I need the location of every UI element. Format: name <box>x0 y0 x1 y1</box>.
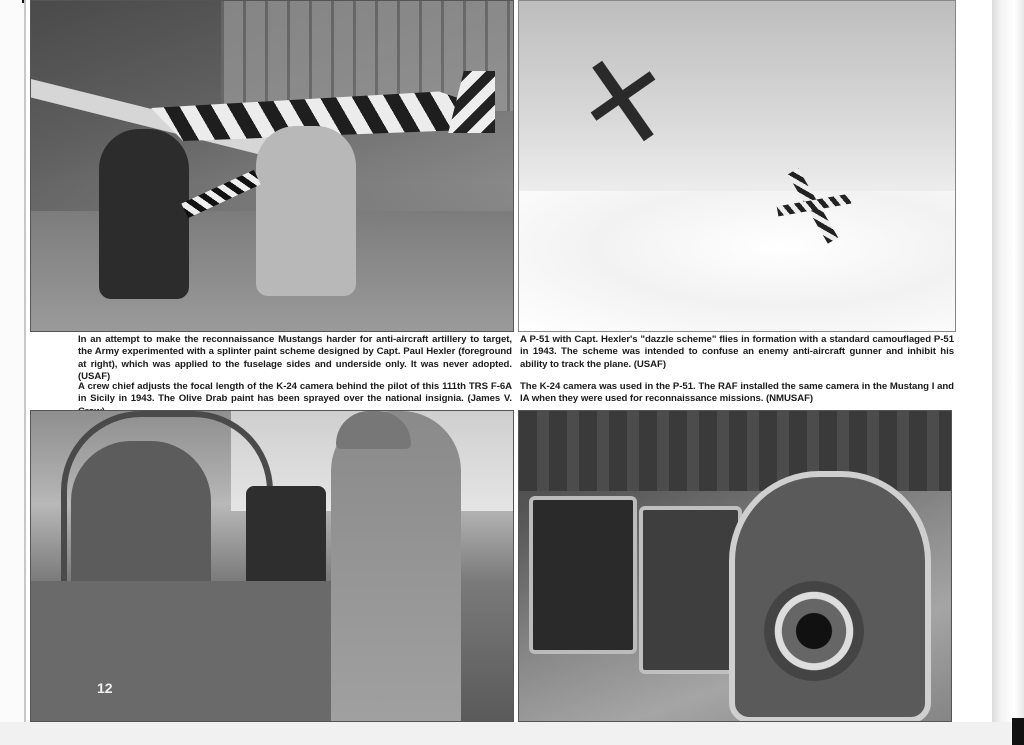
officer-right <box>256 126 356 296</box>
photo-crew-chief-camera <box>30 410 514 722</box>
caption-dazzle-formation: A P-51 with Capt. Hexler's "dazzle scheme" flies in formation with a standard camouflaged P-51 in 1943. The scheme was intended to confuse an enemy anti-aircraft gunner and inhibit his ability to track the plane. (USAF) <box>520 334 954 370</box>
pilot-figure <box>71 441 211 601</box>
scan-artifact-corner <box>1012 718 1024 745</box>
crew-chief-figure <box>331 411 461 721</box>
instrument-panel <box>529 496 637 654</box>
fuselage-side <box>31 581 331 721</box>
hangar-wall <box>519 411 951 491</box>
caption-k24-camera: The K-24 camera was used in the P-51. The RAF installed the same camera in the Mustang I and IA when they were used for reconnaissance missions. (NMUSAF) <box>520 381 954 405</box>
aircraft-dazzle-p51 <box>777 166 851 246</box>
cockpit-interior <box>639 506 742 674</box>
scan-left-margin <box>0 0 24 745</box>
page-number: 12 <box>97 680 113 696</box>
photo-k24-camera-install <box>518 410 952 722</box>
aircraft-standard-p51 <box>587 56 659 146</box>
officer-left <box>99 129 189 299</box>
photo-dazzle-formation <box>518 0 956 332</box>
k24-camera <box>246 486 326 596</box>
scan-bottom-margin <box>0 722 1012 745</box>
k24-camera-lens <box>764 581 864 681</box>
book-spine-edge <box>992 0 1024 745</box>
caption-splinter-scheme: In an attempt to make the reconnaissance Mustangs harder for anti-aircraft artillery to target, the Army experimented with a splinter paint scheme designed by Capt. Paul Hexler (foreground at right), which was applied to the fuselage sides and underside only. It was never adopted. (USAF) <box>78 334 512 383</box>
cloud <box>519 191 955 331</box>
caption-crew-chief-camera: A crew chief adjusts the focal length of the K-24 camera behind the pilot of this 111th TRS F-6A in Sicily in 1943. The Olive Drab paint has been sprayed over the national insignia. (James V. <box>78 381 512 405</box>
photo-splinter-scheme-hangar <box>30 0 514 332</box>
